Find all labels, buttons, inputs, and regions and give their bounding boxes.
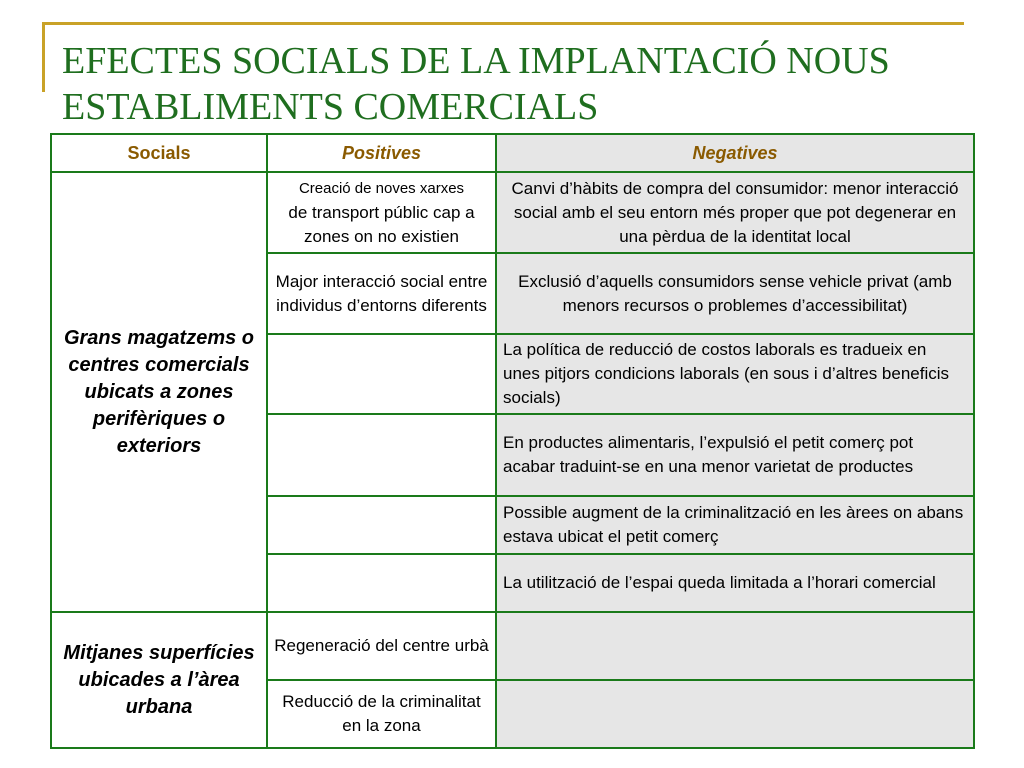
positive-text: Major interacció social entre individus d’entorns diferents xyxy=(275,271,488,315)
negative-cell xyxy=(496,253,974,334)
negative-text: En productes alimentaris, l’expulsió el petit comerç pot acabar traduint-se en una menor varietat de productes xyxy=(503,433,914,476)
header-socials: Socials xyxy=(51,134,267,172)
positive-text: Reducció de la criminalitat en la zona xyxy=(282,692,481,735)
negative-text: La utilització de l’espai queda limitada a l’horari comercial xyxy=(503,573,936,592)
negative-text: Exclusió d’aquells consumidors sense vehicle privat (amb menors recursos o problemes d’accessibilitat) xyxy=(518,271,952,315)
slide-title-line-2: ESTABLIMENTS COMERCIALS xyxy=(62,86,599,128)
negative-cell xyxy=(496,172,974,253)
table-row xyxy=(51,172,974,253)
negative-cell xyxy=(496,496,974,554)
positive-cell xyxy=(267,612,496,680)
positive-cell xyxy=(267,172,496,253)
header-positives: Positives xyxy=(267,134,496,172)
table-row xyxy=(51,612,974,680)
group-label-grans-magatzems: Grans magatzems o centres comercials ubicats a zones perifèriques o exteriors xyxy=(51,172,267,612)
positive-cell-empty xyxy=(267,554,496,612)
positive-cell-empty xyxy=(267,496,496,554)
negative-cell xyxy=(496,334,974,414)
positive-text-line: de transport públic cap a zones on no existien xyxy=(288,203,475,246)
negative-cell-empty xyxy=(496,680,974,748)
slide-title-line-1: EFECTES SOCIALS DE LA IMPLANTACIÓ NOUS xyxy=(62,40,890,82)
negative-cell-empty xyxy=(496,612,974,680)
group-label-mitjanes-superficies: Mitjanes superfícies ubicades a l’àrea urbana xyxy=(51,612,267,748)
positive-cell xyxy=(267,253,496,334)
negative-text: Canvi d’hàbits de compra del consumidor: menor interacció social amb el seu entorn més proper que pot degenerar en una pèrdua de la identitat local xyxy=(511,178,959,246)
slide-title xyxy=(62,38,982,130)
title-accent-line-vertical xyxy=(42,22,45,92)
positive-cell-empty xyxy=(267,414,496,496)
positive-cell xyxy=(267,680,496,748)
positive-cell-empty xyxy=(267,334,496,414)
positive-text: Regeneració del centre urbà xyxy=(274,636,489,655)
negative-text: Possible augment de la criminalització en les àrees on abans estava ubicat el petit comerç xyxy=(503,503,964,546)
table-header-row xyxy=(51,134,974,172)
header-negatives: Negatives xyxy=(496,134,974,172)
negative-text: La política de reducció de costos laborals es tradueix en unes pitjors condicions laborals (en sous i d’altres beneficis socials) xyxy=(503,340,950,407)
negative-cell xyxy=(496,554,974,612)
effects-table xyxy=(50,133,975,749)
negative-cell xyxy=(496,414,974,496)
positive-text-line: Creació de noves xarxes xyxy=(298,180,465,197)
title-accent-line-horizontal xyxy=(42,22,964,25)
